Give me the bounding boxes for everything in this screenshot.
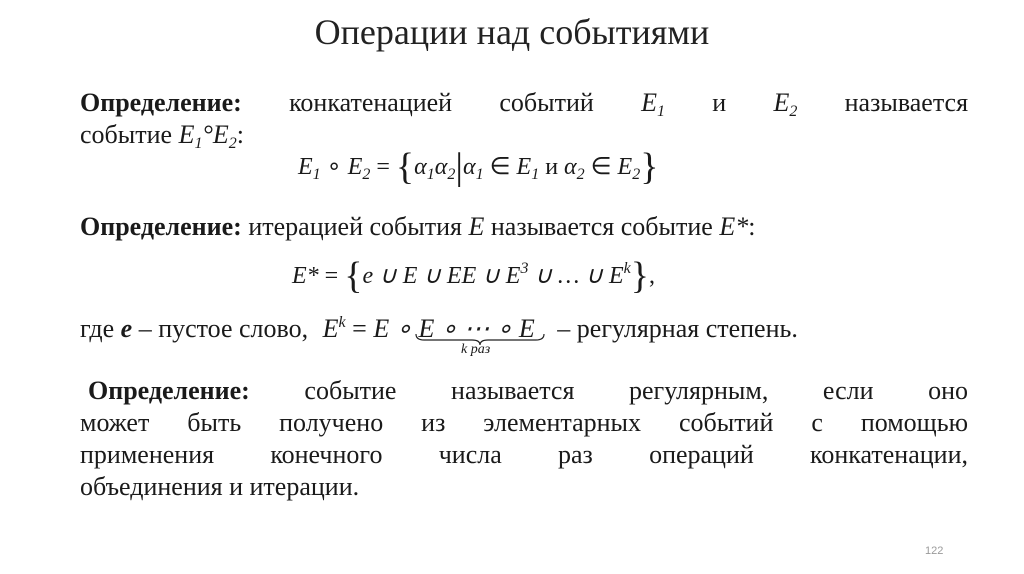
definition-2: Определение: итерацией события E называется событие E*: [80, 212, 756, 241]
iteration-formula: E* = {e ∪ E ∪ EE ∪ $E^3$ ∪ … ∪ $E^k$}, [292, 255, 655, 297]
underbrace-label: k раз [461, 342, 491, 357]
definition-3-label: Определение: [88, 376, 250, 405]
definition-1-text: конкатенацией событий [289, 88, 594, 117]
called-word: называется [844, 88, 969, 117]
symbol-e1: $E_1$ [641, 88, 665, 120]
definition-3-line-4: объединения и итерации. [80, 472, 360, 501]
definition-3-line-3: применения конечного числа раз операций конкатенации, [80, 440, 968, 469]
definition-2-label: Определение: [80, 212, 242, 241]
concatenation-formula: $E_1$ ∘ $E_2 = \{\alpha_1\alpha_2|\alpha_1$ ∈ $E_1$ и $\alpha_2$ ∈ $E_2$} [298, 146, 659, 188]
slide-title: Операции над событиями [314, 12, 710, 52]
and-word: и [712, 88, 727, 117]
page-number: 122 [925, 545, 944, 557]
definition-1-label: Определение: [80, 88, 242, 117]
concat-expression: $E_1^\circ E_2$ [178, 120, 237, 152]
definition-3-line-1: Определение: событие называется регулярным, если оно [88, 376, 968, 405]
definition-3-line-2: может быть получено из элементарных событий с помощью [80, 408, 968, 437]
power-expression: $E^k = E$ ∘ E ∘ ⋯ ∘ E [322, 314, 535, 343]
regular-power-line: где e – пустое слово, $E^k = E$ ∘ E ∘ ⋯ ∘ E – регулярная степень. [80, 314, 798, 343]
definition-1-line-2: событие $E_1^\circ E_2$: [80, 120, 244, 152]
symbol-e2: $E_2$ [773, 88, 798, 120]
event-word: событие [80, 120, 173, 149]
